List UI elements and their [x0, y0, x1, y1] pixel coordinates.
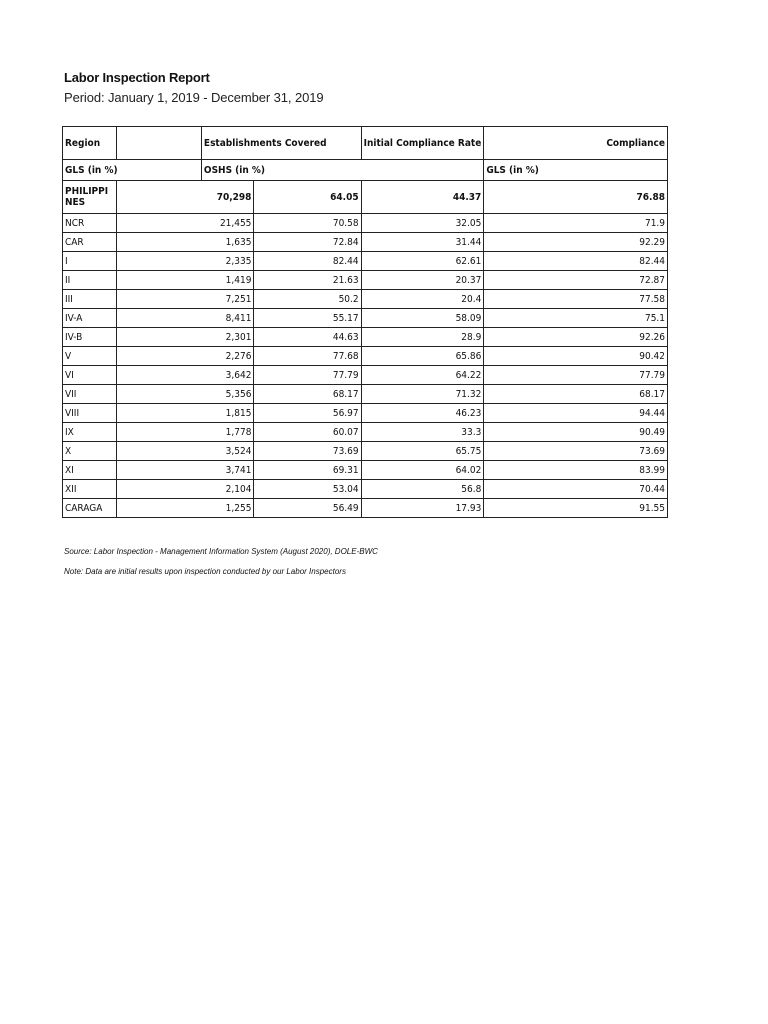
- table-row: [63, 461, 668, 480]
- total-establishments: 70,298: [116, 181, 254, 214]
- cell-gls: 70.58: [254, 214, 361, 233]
- cell-gls: 21.63: [254, 271, 361, 290]
- cell-region: XII: [63, 480, 117, 499]
- cell-establishments: 1,419: [116, 271, 254, 290]
- cell-oshs: 64.02: [361, 461, 484, 480]
- cell-compliance: 75.1: [484, 309, 668, 328]
- cell-establishments: 3,642: [116, 366, 254, 385]
- cell-region: II: [63, 271, 117, 290]
- header-initial-rate: Initial Compliance Rate: [361, 127, 484, 160]
- cell-oshs: 71.32: [361, 385, 484, 404]
- cell-region: X: [63, 442, 117, 461]
- cell-compliance: 92.26: [484, 328, 668, 347]
- cell-gls: 82.44: [254, 252, 361, 271]
- total-compliance: 76.88: [484, 181, 668, 214]
- cell-compliance: 90.42: [484, 347, 668, 366]
- table-row: [63, 423, 668, 442]
- inspection-table: [62, 126, 668, 518]
- cell-compliance: 83.99: [484, 461, 668, 480]
- subheader-gls-1: GLS (in %): [63, 160, 202, 181]
- cell-oshs: 20.4: [361, 290, 484, 309]
- table-row: [63, 252, 668, 271]
- cell-region: IX: [63, 423, 117, 442]
- cell-compliance: 91.55: [484, 499, 668, 518]
- cell-region: VII: [63, 385, 117, 404]
- cell-compliance: 68.17: [484, 385, 668, 404]
- cell-oshs: 58.09: [361, 309, 484, 328]
- cell-establishments: 5,356: [116, 385, 254, 404]
- data-note: Note: Data are initial results upon inspection conducted by our Labor Inspectors: [64, 567, 346, 576]
- cell-oshs: 33.3: [361, 423, 484, 442]
- source-note: Source: Labor Inspection - Management Information System (August 2020), DOLE-BWC: [64, 547, 378, 556]
- cell-oshs: 32.05: [361, 214, 484, 233]
- cell-gls: 53.04: [254, 480, 361, 499]
- cell-oshs: 65.86: [361, 347, 484, 366]
- table-body: [63, 127, 668, 518]
- cell-establishments: 2,104: [116, 480, 254, 499]
- cell-establishments: 1,815: [116, 404, 254, 423]
- cell-gls: 60.07: [254, 423, 361, 442]
- cell-compliance: 72.87: [484, 271, 668, 290]
- cell-gls: 50.2: [254, 290, 361, 309]
- cell-gls: 77.68: [254, 347, 361, 366]
- cell-compliance: 77.79: [484, 366, 668, 385]
- header-spacer: [116, 127, 201, 160]
- table-row: [63, 480, 668, 499]
- cell-gls: 73.69: [254, 442, 361, 461]
- cell-gls: 72.84: [254, 233, 361, 252]
- cell-establishments: 1,635: [116, 233, 254, 252]
- cell-region: III: [63, 290, 117, 309]
- table-row: [63, 309, 668, 328]
- header-row: [63, 127, 668, 160]
- cell-oshs: 56.8: [361, 480, 484, 499]
- table-row: [63, 366, 668, 385]
- table-row: [63, 290, 668, 309]
- table-row: [63, 214, 668, 233]
- cell-compliance: 92.29: [484, 233, 668, 252]
- table-row: [63, 328, 668, 347]
- cell-oshs: 20.37: [361, 271, 484, 290]
- cell-gls: 56.49: [254, 499, 361, 518]
- cell-compliance: 73.69: [484, 442, 668, 461]
- cell-compliance: 70.44: [484, 480, 668, 499]
- cell-oshs: 31.44: [361, 233, 484, 252]
- cell-oshs: 46.23: [361, 404, 484, 423]
- cell-establishments: 1,778: [116, 423, 254, 442]
- table-row: [63, 233, 668, 252]
- cell-oshs: 64.22: [361, 366, 484, 385]
- cell-region: IV-B: [63, 328, 117, 347]
- subheader-empty: [361, 160, 484, 181]
- inspection-table-viewport: [62, 126, 668, 526]
- report-period: Period: January 1, 2019 - December 31, 2019: [64, 90, 324, 105]
- cell-region: IV-A: [63, 309, 117, 328]
- total-oshs: 44.37: [361, 181, 484, 214]
- cell-establishments: 2,301: [116, 328, 254, 347]
- cell-region: CARAGA: [63, 499, 117, 518]
- cell-oshs: 17.93: [361, 499, 484, 518]
- cell-compliance: 90.49: [484, 423, 668, 442]
- cell-establishments: 7,251: [116, 290, 254, 309]
- cell-gls: 69.31: [254, 461, 361, 480]
- report-title: Labor Inspection Report: [64, 70, 210, 85]
- cell-establishments: 3,741: [116, 461, 254, 480]
- cell-compliance: 71.9: [484, 214, 668, 233]
- cell-establishments: 3,524: [116, 442, 254, 461]
- header-establishments: Establishments Covered: [201, 127, 361, 160]
- cell-oshs: 28.9: [361, 328, 484, 347]
- cell-region: V: [63, 347, 117, 366]
- cell-gls: 77.79: [254, 366, 361, 385]
- cell-compliance: 82.44: [484, 252, 668, 271]
- table-row: [63, 442, 668, 461]
- table-row: [63, 385, 668, 404]
- cell-region: XI: [63, 461, 117, 480]
- cell-oshs: 62.61: [361, 252, 484, 271]
- cell-region: CAR: [63, 233, 117, 252]
- subheader-oshs: OSHS (in %): [201, 160, 361, 181]
- cell-establishments: 2,335: [116, 252, 254, 271]
- cell-gls: 68.17: [254, 385, 361, 404]
- cell-gls: 55.17: [254, 309, 361, 328]
- cell-region: VIII: [63, 404, 117, 423]
- table-row: [63, 499, 668, 518]
- subheader-row: [63, 160, 668, 181]
- cell-compliance: 77.58: [484, 290, 668, 309]
- cell-region: I: [63, 252, 117, 271]
- cell-establishments: 8,411: [116, 309, 254, 328]
- total-gls: 64.05: [254, 181, 361, 214]
- total-row: [63, 181, 668, 214]
- cell-establishments: 1,255: [116, 499, 254, 518]
- cell-oshs: 65.75: [361, 442, 484, 461]
- header-region: Region: [63, 127, 117, 160]
- table-row: [63, 347, 668, 366]
- cell-establishments: 21,455: [116, 214, 254, 233]
- cell-gls: 44.63: [254, 328, 361, 347]
- cell-establishments: 2,276: [116, 347, 254, 366]
- table-row: [63, 404, 668, 423]
- subheader-gls-2: GLS (in %): [484, 160, 668, 181]
- header-compliance: Compliance: [484, 127, 668, 160]
- cell-region: NCR: [63, 214, 117, 233]
- cell-compliance: 94.44: [484, 404, 668, 423]
- cell-region: VI: [63, 366, 117, 385]
- cell-gls: 56.97: [254, 404, 361, 423]
- table-row: [63, 271, 668, 290]
- total-region: PHILIPPINES: [63, 181, 117, 214]
